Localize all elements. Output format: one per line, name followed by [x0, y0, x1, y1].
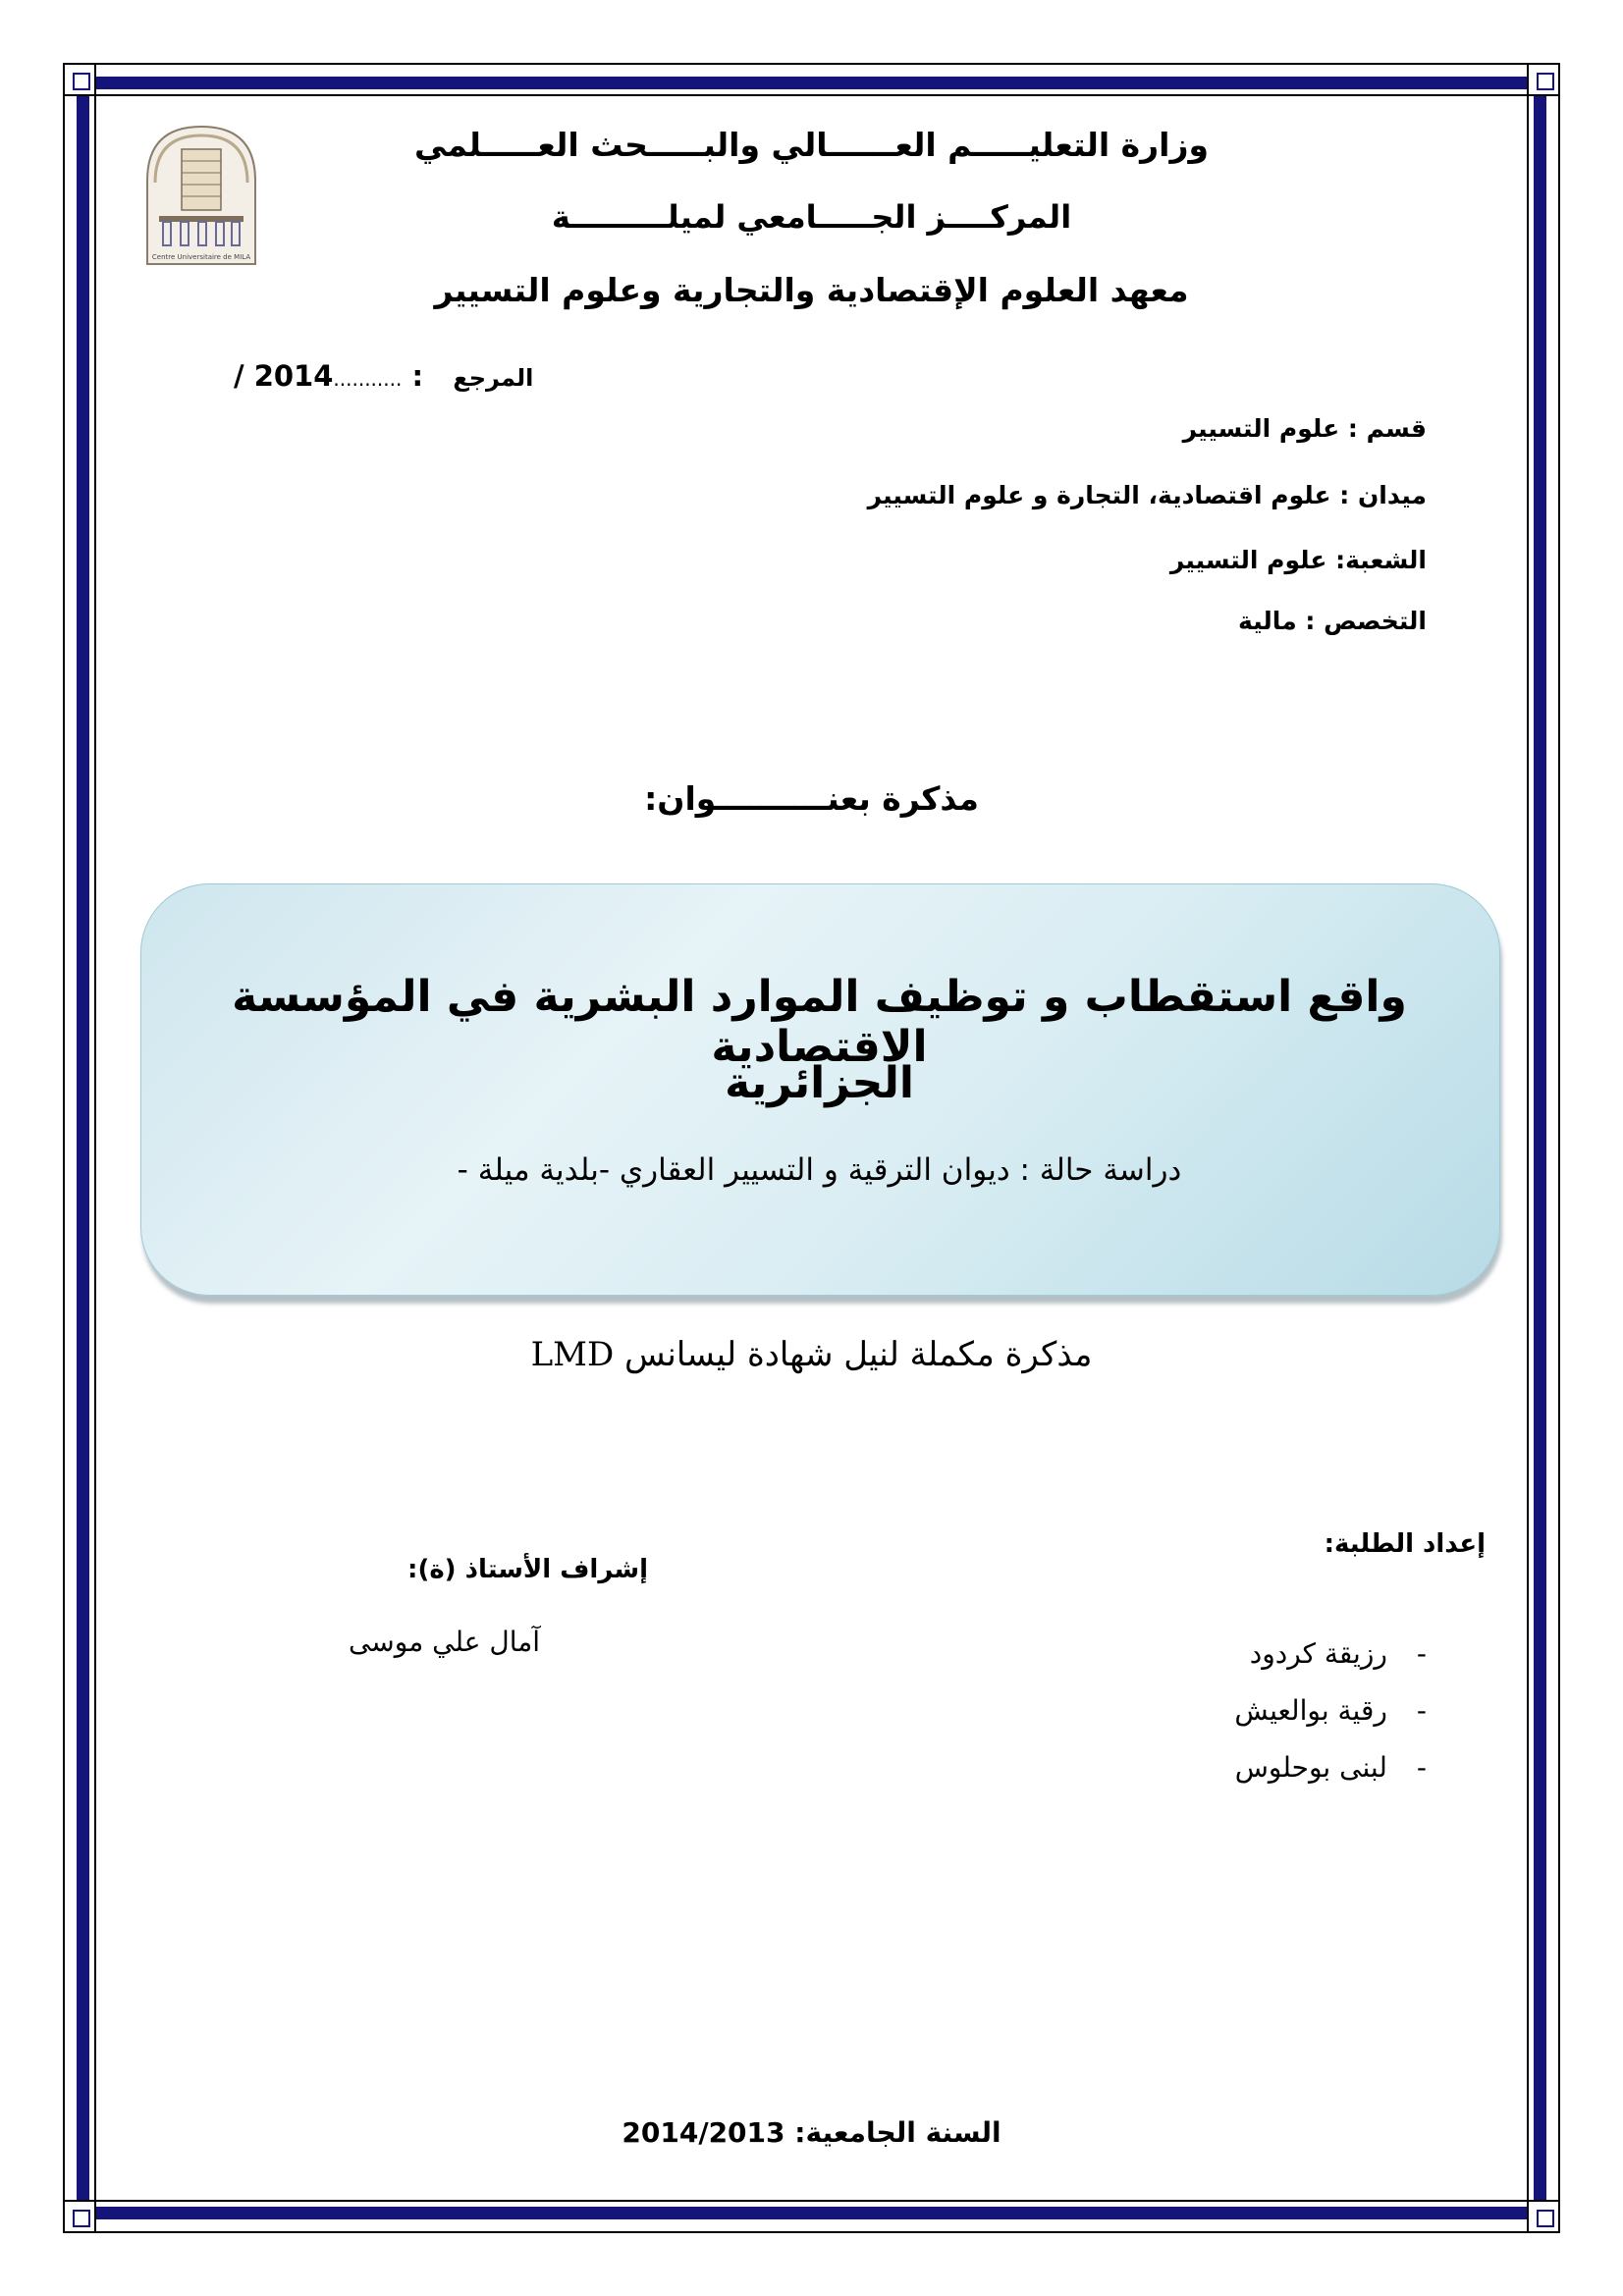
academic-year: السنة الجامعية: 2014/2013 — [622, 2116, 1001, 2149]
thesis-title-line2: الجزائرية — [725, 1058, 914, 1108]
ministry-title: وزارة التعليـــــم العــــــالي والبـــــحث العـــــلمي — [414, 126, 1209, 164]
student-name: لبنى بوحلوس — [1234, 1751, 1387, 1784]
degree-note: مذكرة مكملة لنيل شهادة ليسانس LMD — [530, 1335, 1093, 1374]
corner-ornament-top-right — [1527, 63, 1560, 96]
memo-title-label: مذكرة بعنــــــــــوان: — [644, 779, 979, 818]
thesis-title-line1: واقع استقطاب و توظيف الموارد البشرية في المؤسسة الاقتصادية — [232, 972, 1407, 1072]
student-bullet: - — [1416, 1751, 1427, 1784]
logo-caption: Centre Universitaire de MILA — [151, 253, 251, 261]
branch-line: الشعبة: علوم التسيير — [1169, 546, 1427, 574]
specialty-line: التخصص : مالية — [1238, 607, 1427, 635]
corner-ornament-bottom-left — [63, 2200, 96, 2233]
reference-label: المرجع — [453, 364, 534, 392]
field-line: ميدان : علوم اقتصادية، التجارة و علوم التسيير — [867, 481, 1427, 509]
student-name: رقية بوالعيش — [1234, 1694, 1387, 1727]
student-bullet: - — [1416, 1637, 1427, 1670]
institute-name: معهد العلوم الإقتصادية والتجارية وعلوم التسيير — [434, 271, 1189, 309]
students-label: إعداد الطلبة: — [1324, 1529, 1486, 1559]
university-name: المركــــز الجـــــامعي لميلـــــــــة — [551, 198, 1072, 236]
student-item — [1235, 1751, 1427, 1784]
student-name: رزيقة كردود — [1249, 1637, 1387, 1670]
reference-year: / 2014 — [234, 359, 334, 393]
student-bullet: - — [1416, 1694, 1427, 1727]
student-item — [1250, 1637, 1427, 1670]
reference-line — [234, 359, 533, 393]
department-line: قسم : علوم التسيير — [1182, 414, 1427, 443]
reference-separator: : — [411, 359, 424, 393]
supervisor-label: إشراف الأستاذ (ة): — [407, 1555, 648, 1584]
reference-dots: ........... — [333, 367, 403, 391]
supervisor-name: آمال علي موسى — [348, 1626, 540, 1658]
corner-ornament-bottom-right — [1527, 2200, 1560, 2233]
student-item — [1234, 1694, 1427, 1727]
case-study-line: دراسة حالة : ديوان الترقية و التسيير العقاري -بلدية ميلة - — [457, 1152, 1182, 1188]
corner-ornament-top-left — [63, 63, 96, 96]
